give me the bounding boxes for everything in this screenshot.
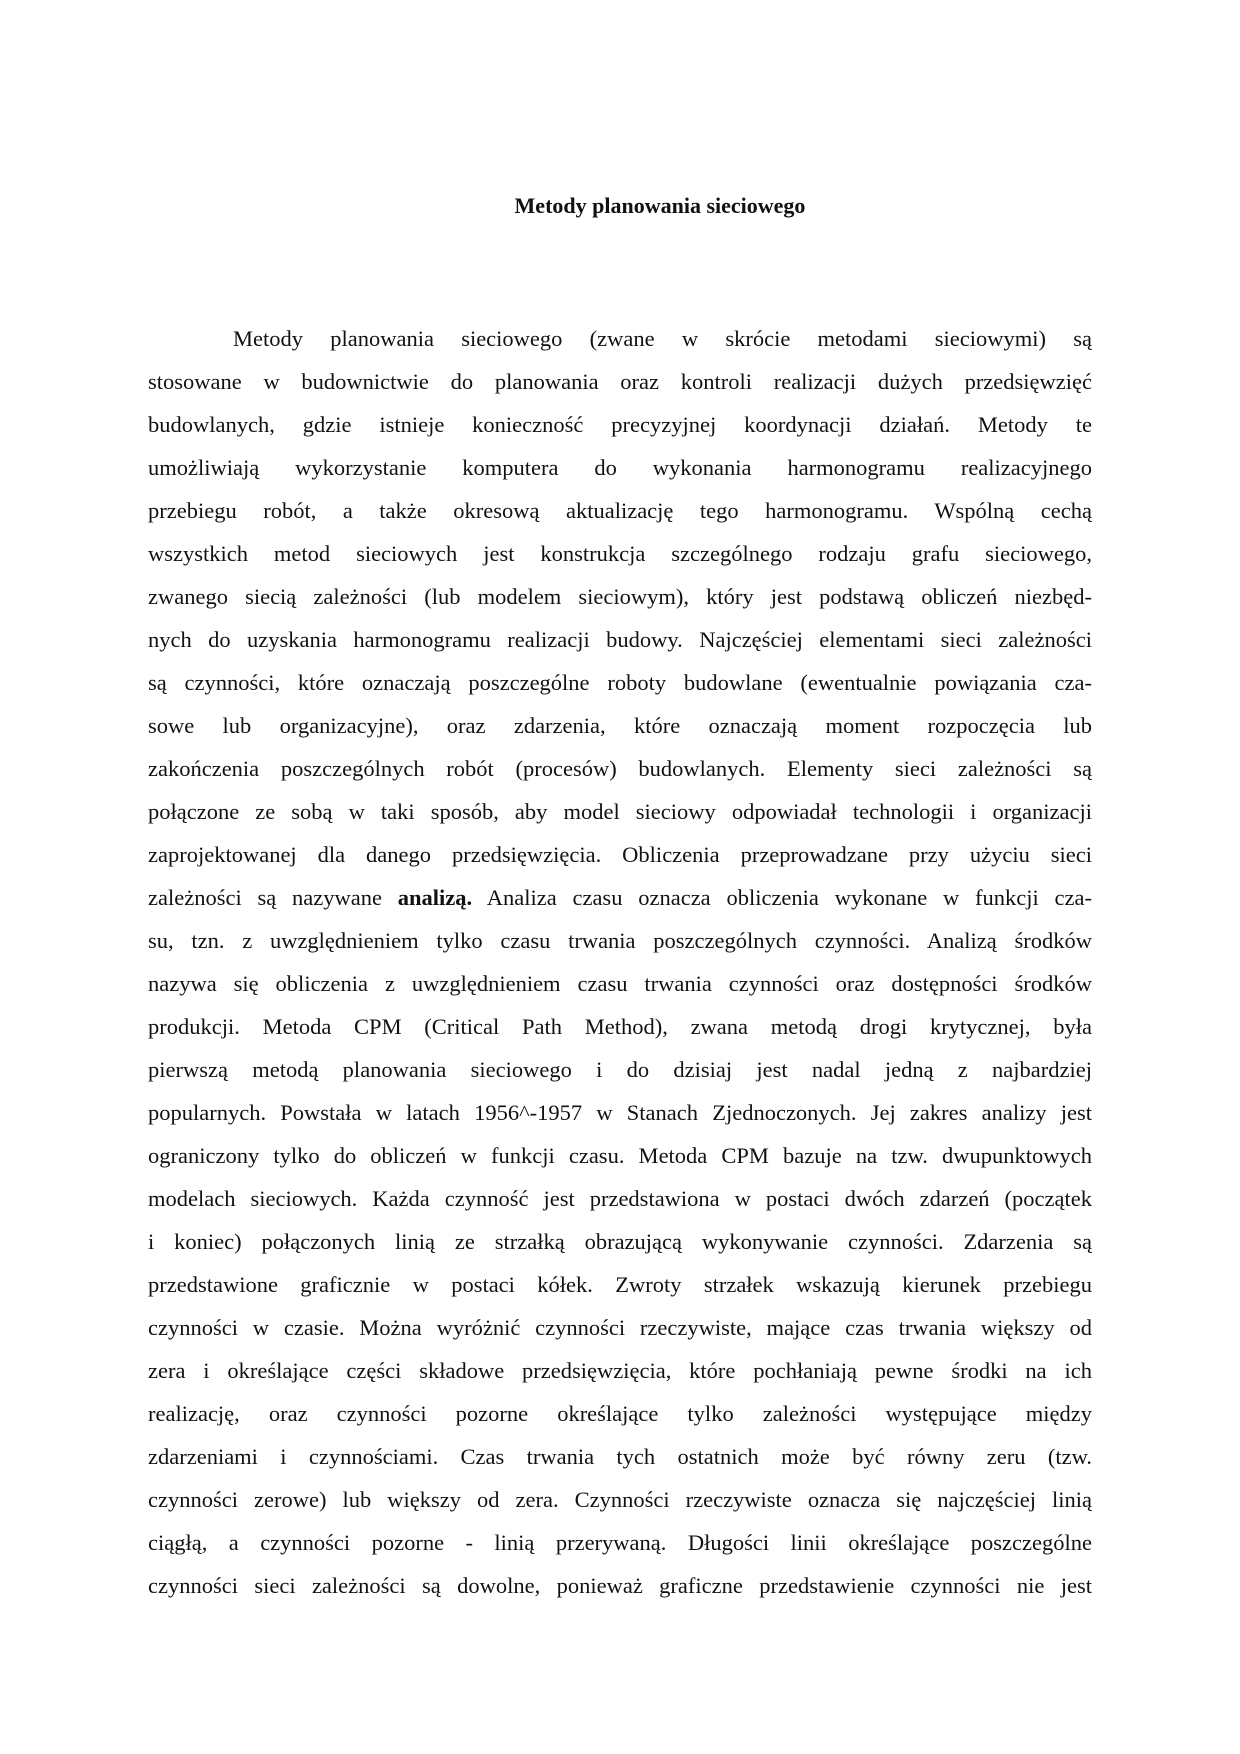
paragraph-line: zwanego siecią zależności (lub modelem sieciowym), który jest podstawą obliczeń niezbęd- <box>148 584 1092 609</box>
paragraph-line: realizację, oraz czynności pozorne określające tylko zależności występujące między <box>148 1401 1092 1426</box>
paragraph-line: są czynności, które oznaczają poszczególne roboty budowlane (ewentualnie powiązania cza- <box>148 670 1092 695</box>
paragraph-line: wszystkich metod sieciowych jest konstrukcja szczególnego rodzaju grafu sieciowego, <box>148 541 1092 566</box>
document-body <box>148 317 1092 1607</box>
emphasized-term: analizą. <box>397 885 473 910</box>
paragraph-line: zdarzeniami i czynnościami. Czas trwania tych ostatnich może być równy zeru (tzw. <box>148 1444 1092 1469</box>
paragraph-line: umożliwiają wykorzystanie komputera do wykonania harmonogramu realizacyjnego <box>148 455 1092 480</box>
paragraph-line: stosowane w budownictwie do planowania oraz kontroli realizacji dużych przedsięwzięć <box>148 369 1092 394</box>
paragraph-line: pierwszą metodą planowania sieciowego i do dzisiaj jest nadal jedną z najbardziej <box>148 1057 1092 1082</box>
paragraph-line-with-emphasis <box>148 876 1092 919</box>
paragraph-line: przedstawione graficznie w postaci kółek. Zwroty strzałek wskazują kierunek przebiegu <box>148 1272 1092 1297</box>
paragraph-line: przebiegu robót, a także okresową aktualizację tego harmonogramu. Wspólną cechą <box>148 498 1092 523</box>
paragraph-line: ograniczony tylko do obliczeń w funkcji czasu. Metoda CPM bazuje na tzw. dwupunktowych <box>148 1143 1092 1168</box>
paragraph-line: czynności zerowe) lub większy od zera. Czynności rzeczywiste oznacza się najczęściej linią <box>148 1487 1092 1512</box>
paragraph-line: ciągłą, a czynności pozorne - linią przerywaną. Długości linii określające poszczególne <box>148 1530 1092 1555</box>
paragraph-line: Metody planowania sieciowego (zwane w skrócie metodami sieciowymi) są <box>233 326 1092 351</box>
paragraph-line: i koniec) połączonych linią ze strzałką obrazującą wykonywanie czynności. Zdarzenia są <box>148 1229 1092 1254</box>
document-title: Metody planowania sieciowego <box>514 193 806 218</box>
line-segment: zależności są nazywane <box>148 885 382 910</box>
paragraph-line: modelach sieciowych. Każda czynność jest przedstawiona w postaci dwóch zdarzeń (początek <box>148 1186 1092 1211</box>
paragraph-line: zera i określające części składowe przedsięwzięcia, które pochłaniają pewne środki na ich <box>148 1358 1092 1383</box>
paragraph-line: sowe lub organizacyjne), oraz zdarzenia, które oznaczają moment rozpoczęcia lub <box>148 713 1092 738</box>
paragraph-line: zakończenia poszczególnych robót (procesów) budowlanych. Elementy sieci zależności są <box>148 756 1092 781</box>
paragraph-line: czynności sieci zależności są dowolne, ponieważ graficzne przedstawienie czynności nie jest <box>148 1573 1092 1598</box>
paragraph-line: popularnych. Powstała w latach 1956^-1957 w Stanach Zjednoczonych. Jej zakres analizy jest <box>148 1100 1092 1125</box>
line-segment: Analiza czasu oznacza obliczenia wykonane w funkcji cza- <box>486 885 1092 910</box>
paragraph-line: nazywa się obliczenia z uwzględnieniem czasu trwania czynności oraz dostępności środków <box>148 971 1092 996</box>
paragraph-line: nych do uzyskania harmonogramu realizacji budowy. Najczęściej elementami sieci zależności <box>148 627 1092 652</box>
paragraph-line: połączone ze sobą w taki sposób, aby model sieciowy odpowiadał technologii i organizacji <box>148 799 1092 824</box>
paragraph-line: czynności w czasie. Można wyróżnić czynności rzeczywiste, mające czas trwania większy od <box>148 1315 1092 1340</box>
paragraph-line: produkcji. Metoda CPM (Critical Path Method), zwana metodą drogi krytycznej, była <box>148 1014 1092 1039</box>
paragraph-line: zaprojektowanej dla danego przedsięwzięcia. Obliczenia przeprowadzane przy użyciu sieci <box>148 842 1092 867</box>
paragraph-line: su, tzn. z uwzględnieniem tylko czasu trwania poszczególnych czynności. Analizą środków <box>148 928 1092 953</box>
paragraph-line: budowlanych, gdzie istnieje konieczność precyzyjnej koordynacji działań. Metody te <box>148 412 1092 437</box>
